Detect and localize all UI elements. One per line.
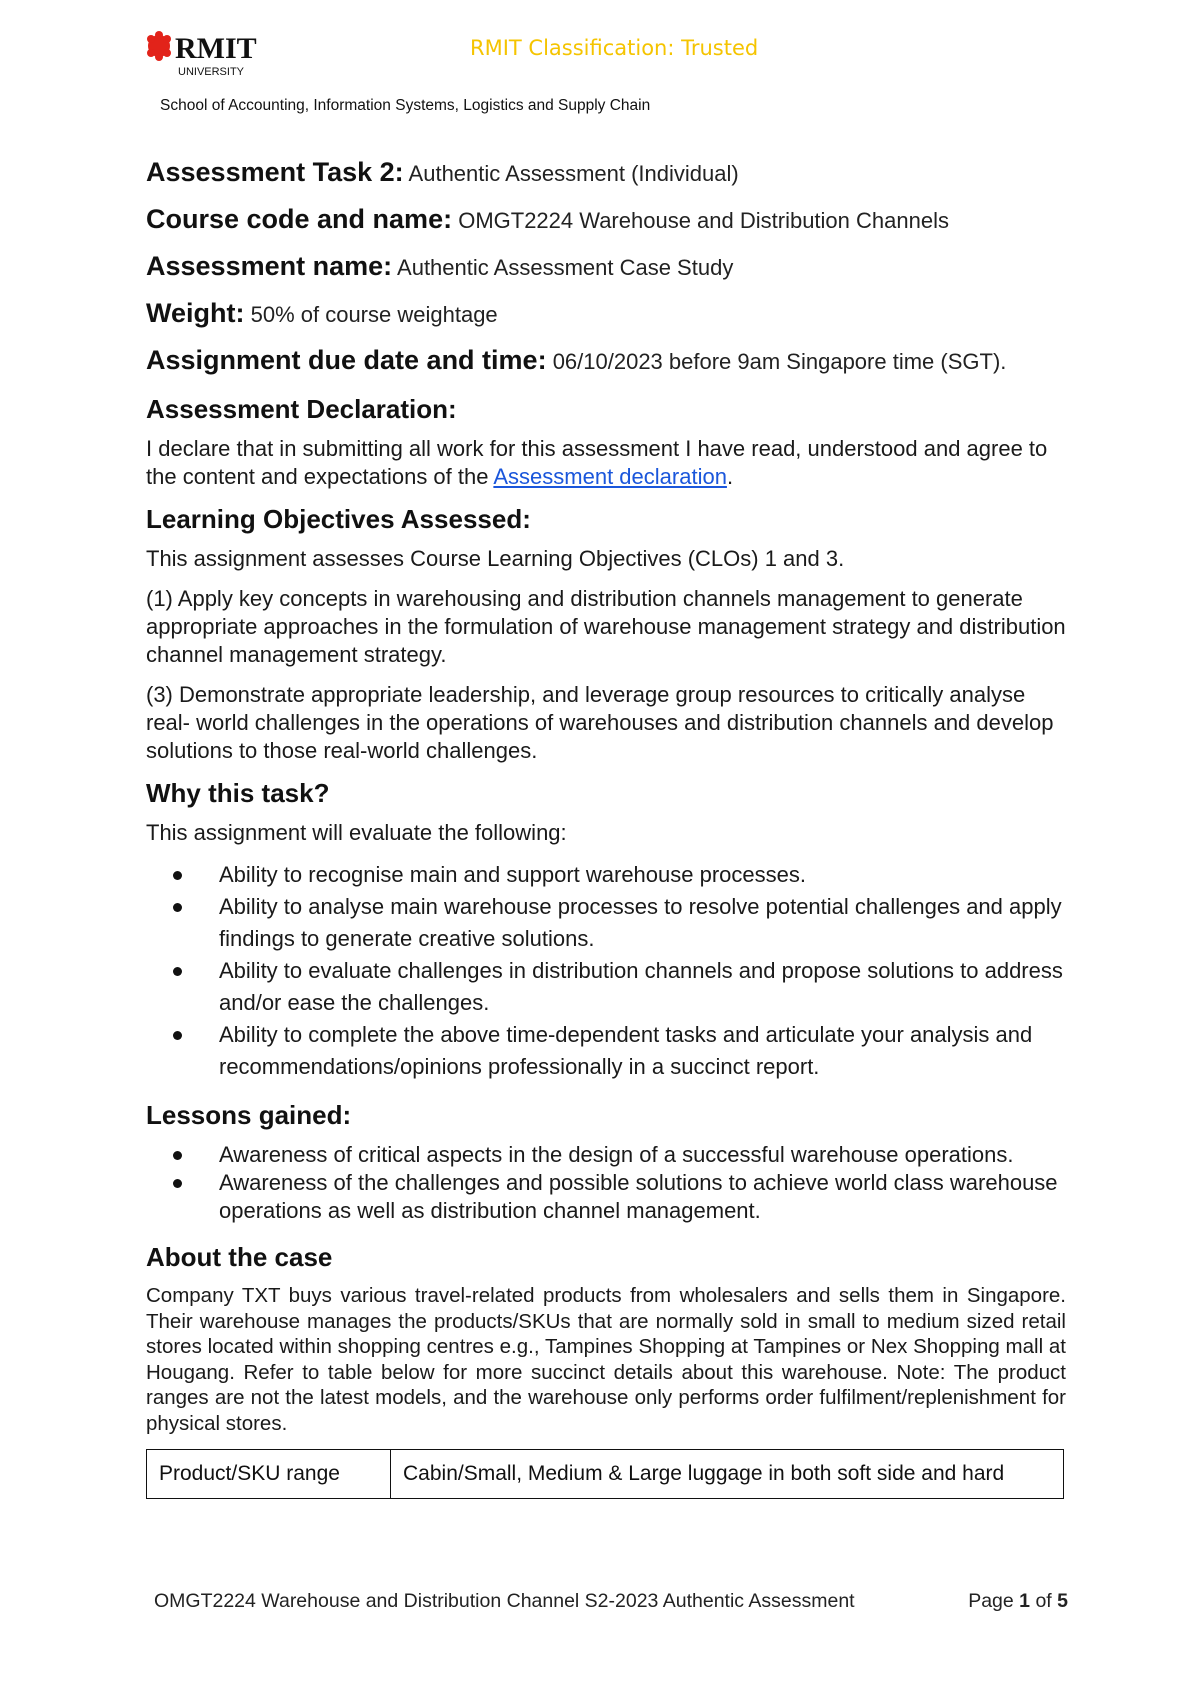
warehouse-details-table (146, 1449, 1064, 1499)
rmit-logo-mark (145, 30, 265, 80)
case-heading: About the case (146, 1242, 333, 1272)
bullet-icon (173, 1031, 182, 1040)
list-item (173, 955, 1066, 1019)
objectives-intro: This assignment assesses Course Learning Objectives (CLOs) 1 and 3. (146, 546, 845, 571)
list-item (173, 1141, 1066, 1169)
svg-text:RMIT: RMIT (175, 32, 257, 65)
svg-text:UNIVERSITY: UNIVERSITY (178, 66, 245, 78)
list-item-text: Ability to analyse main warehouse processes to resolve potential challenges and apply findings to generate creative solutions. (219, 894, 1062, 951)
bullet-icon (173, 1151, 182, 1160)
objectives-heading: Learning Objectives Assessed: (146, 504, 531, 534)
bullet-icon (173, 871, 182, 880)
weight-value: 50% of course weightage (250, 302, 498, 327)
course-field (146, 205, 1066, 235)
list-item (173, 859, 1066, 891)
weight-label: Weight: (146, 298, 245, 328)
table-cell-value: Cabin/Small, Medium & Large luggage in both soft side and hard (391, 1450, 1064, 1499)
course-label: Course code and name: (146, 204, 453, 234)
list-item-text: Ability to complete the above time-dependent tasks and articulate your analysis and recommendations/opinions professionally in a succinct report. (219, 1022, 1033, 1079)
total-pages: 5 (1057, 1590, 1068, 1612)
declaration-heading: Assessment Declaration: (146, 394, 457, 424)
list-item-text: Ability to recognise main and support warehouse processes. (219, 862, 806, 887)
page-number (968, 1590, 1068, 1613)
school-name: School of Accounting, Information Systems, Logistics and Supply Chain (160, 97, 651, 114)
of-word: of (1035, 1590, 1052, 1612)
due-date-field (146, 346, 1066, 376)
list-item (173, 1169, 1066, 1225)
assessment-name-label: Assessment name: (146, 251, 393, 281)
list-item-text: Awareness of critical aspects in the design of a successful warehouse operations. (219, 1142, 1014, 1167)
classification-label: RMIT Classification: Trusted (470, 36, 759, 60)
declaration-body: I declare that in submitting all work for this assessment I have read, understood and agree to the content and expectations of the (146, 436, 1048, 489)
table-cell-label: Product/SKU range (147, 1450, 391, 1499)
declaration-text (146, 435, 1066, 491)
assessment-task-value: Authentic Assessment (Individual) (408, 161, 739, 186)
clo1-text: (1) Apply key concepts in warehousing and distribution channels management to generate appropriate approaches in the formulation of warehouse management strategy and distribution channel management strategy. (146, 586, 1066, 667)
current-page: 1 (1019, 1590, 1031, 1612)
rmit-logo (145, 30, 265, 80)
assessment-name-value: Authentic Assessment Case Study (397, 255, 734, 280)
assessment-task-field (146, 158, 1066, 188)
table-row (147, 1450, 1064, 1499)
footer-title: OMGT2224 Warehouse and Distribution Channel S2-2023 Authentic Assessment (154, 1590, 855, 1612)
due-date-label: Assignment due date and time: (146, 345, 547, 375)
assessment-task-label: Assessment Task 2: (146, 157, 404, 187)
why-intro: This assignment will evaluate the following: (146, 820, 567, 845)
document-body (146, 158, 1066, 1499)
declaration-end: . (726, 464, 734, 489)
clo3-text: (3) Demonstrate appropriate leadership, and leverage group resources to critically analyse real- world challenges in the operations of warehouses and distribution channels and develop solutions to those real-world challenges. (146, 682, 1054, 763)
course-value: OMGT2224 Warehouse and Distribution Channels (458, 208, 949, 233)
why-heading: Why this task? (146, 778, 330, 808)
list-item-text: Ability to evaluate challenges in distribution channels and propose solutions to address and/or ease the challenges. (219, 958, 1063, 1015)
lessons-list (146, 1141, 1066, 1225)
bullet-icon (173, 903, 182, 912)
list-item (173, 1019, 1066, 1083)
lessons-heading: Lessons gained: (146, 1100, 352, 1130)
due-date-value: 06/10/2023 before 9am Singapore time (SGT). (552, 349, 1007, 374)
assessment-declaration-link[interactable]: Assessment declaration (493, 464, 727, 489)
weight-field (146, 299, 1066, 329)
assessment-name-field (146, 252, 1066, 282)
why-list (146, 859, 1066, 1083)
list-item (173, 891, 1066, 955)
bullet-icon (173, 967, 182, 976)
bullet-icon (173, 1179, 182, 1188)
page-word: Page (968, 1590, 1014, 1612)
case-text: Company TXT buys various travel-related products from wholesalers and sells them in Singapore. Their warehouse manages the products/SKUs that are normally sold in small to medium sized retail stores located within shopping centres e.g., Tampines Shopping at Tampines or Nex Shopping mall at Hougang. Refer to table below for more succinct details about this warehouse. Note: The product ranges are not the latest models, and the warehouse only performs order fulfilment/replenishment for physical stores. (146, 1284, 1066, 1435)
list-item-text: Awareness of the challenges and possible solutions to achieve world class warehouse operations as well as distribution channel management. (219, 1170, 1058, 1223)
